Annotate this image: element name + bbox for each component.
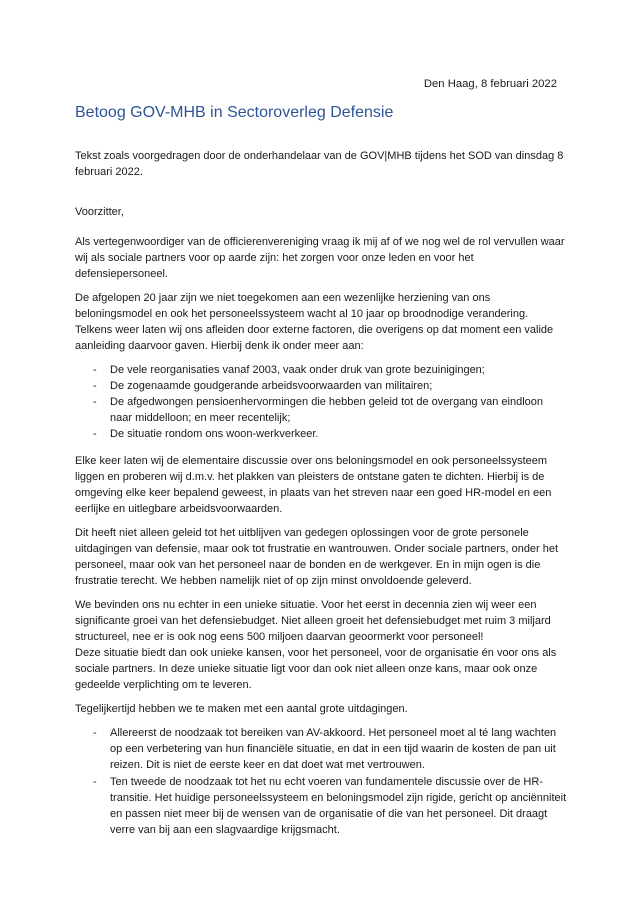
list-item: - De situatie rondom ons woon-werkverkeer. [75, 426, 567, 442]
paragraph: De afgelopen 20 jaar zijn we niet toegekomen aan een wezenlijke herziening van ons beloningsmodel en ook het personeelssysteem wacht al 10 jaar op broodnodige verandering. Telkens weer laten wij ons afleiden door externe factoren, die overigens op dat moment een valide aanleiding daarvoor gaven. Hierbij denk ik onder meer aan: [75, 292, 554, 352]
intro-text: Tekst zoals voorgedragen door de onderhandelaar van de GOV|MHB tijdens het SOD van dinsdag 8 februari 2022. [75, 150, 564, 178]
paragraph: Dit heeft niet alleen geleid tot het uitblijven van gedegen oplossingen voor de grote personele uitdagingen van defensie, maar ook tot frustratie en wantrouwen. Onder sociale partners, onder het personeel, maar ook van het personeel naar de bonden en de werkgever. En in mijn ogen is die frustratie terecht. We hebben namelijk niet of op zijn minst onvoldoende geleverd. [75, 527, 559, 587]
document-body [75, 148, 567, 849]
paragraph: Tegelijkertijd hebben we te maken met een aantal grote uitdagingen. [75, 703, 408, 715]
list-item: - De vele reorganisaties vanaf 2003, vaak onder druk van grote bezuinigingen; [75, 362, 567, 378]
list-item: - De zogenaamde goudgerande arbeidsvoorwaarden van militairen; [75, 378, 567, 394]
paragraph: Elke keer laten wij de elementaire discussie over ons beloningsmodel en ook personeelssysteem liggen en proberen wij d.m.v. het plakken van pleisters de ontstane gaten te dichten. Hierbij is de omgeving elke keer bepalend geweest, in plaats van het streven naar een goed HR-model en een eerlijke en uitlegbare arbeidsvoorwaarden. [75, 455, 552, 515]
list-item: - De afgedwongen pensioenhervormingen die hebben geleid tot de overgang van eindloon naar middelloon; en meer recentelijk; [75, 394, 567, 426]
list-item: - Allereerst de noodzaak tot bereiken van AV-akkoord. Het personeel moet al té lang wachten op een verbetering van hun financiële situatie, en dat in een tijd waarin de kosten de pan uit reizen. Dit is niet de eerste keer en dat doet wat met vertrouwen. [75, 725, 567, 773]
paragraph: We bevinden ons nu echter in een unieke situatie. Voor het eerst in decennia zien wij weer een significante groei van het defensiebudget. Niet alleen groeit het defensiebudget met ruim 3 miljard structureel, nee er is ook nog eens 500 miljoen daarvan geoormerkt voor personeel! [75, 599, 551, 643]
document-date: Den Haag, 8 februari 2022 [423, 78, 557, 90]
bullet-list-challenges [75, 725, 567, 838]
paragraph: Als vertegenwoordiger van de officierenvereniging vraag ik mij af of we nog wel de rol vervullen waar wij als sociale partners voor op aarde zijn: het zorgen voor onze leden en voor het defensiepersoneel. [75, 236, 565, 280]
paragraph: Deze situatie biedt dan ook unieke kansen, voor het personeel, voor de organisatie én voor ons als sociale partners. In deze unieke situatie ligt voor dan ook niet alleen onze kans, maar ook onze gedeelde verplichting om te leveren. [75, 647, 557, 691]
list-item: - Ten tweede de noodzaak tot het nu echt voeren van fundamentele discussie over de HR-transitie. Het huidige personeelssysteem en beloningsmodel zijn rigide, gericht op anciënniteit en passen niet meer bij de wensen van de organisatie of die van het personeel. Dit draagt verre van bij aan een slagvaardige krijgsmacht. [75, 774, 567, 838]
bullet-list-causes [75, 362, 567, 442]
salutation: Voorzitter, [75, 206, 124, 218]
document-title: Betoog GOV-MHB in Sectoroverleg Defensie [75, 104, 394, 121]
